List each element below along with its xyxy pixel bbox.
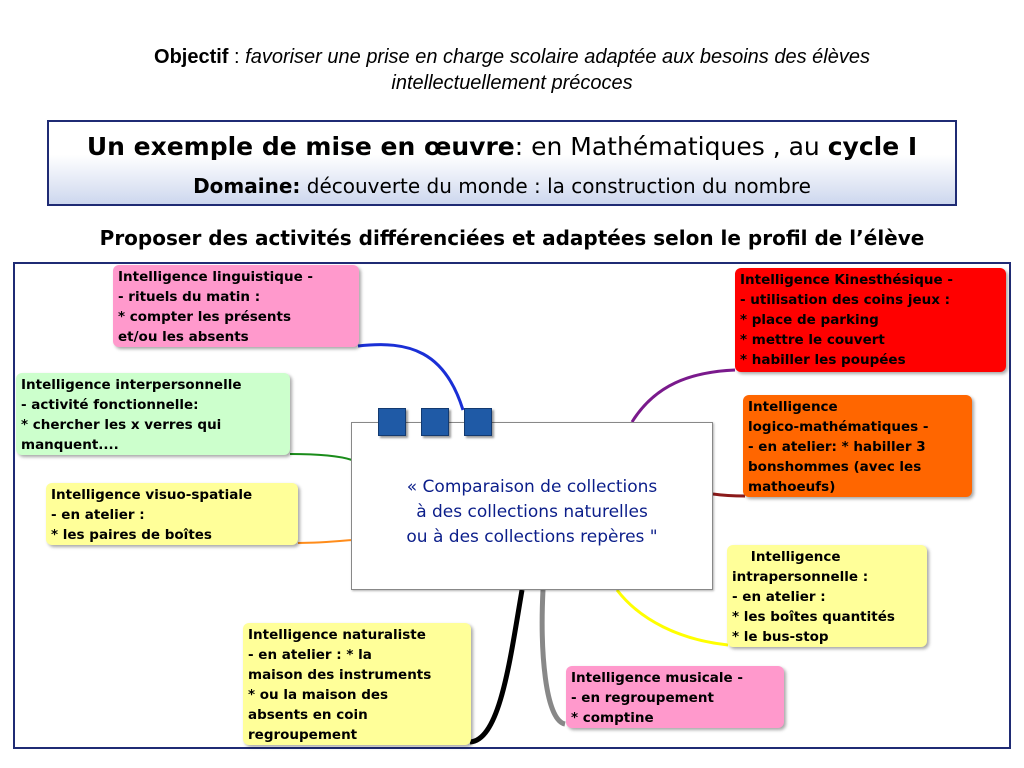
node-line: logico-mathématiques - [748,419,929,435]
node-line: - en atelier: * habiller 3 [748,439,926,455]
title-cycle: cycle I [827,132,918,161]
branch-musicale [542,590,565,724]
branch-linguistique [358,345,463,410]
node-musicale [566,666,784,728]
node-line: * mettre le couvert [740,332,885,348]
node-line: * habiller les poupées [740,352,906,368]
central-topic [351,422,713,590]
central-line: « Comparaison de collections [406,477,658,497]
node-line: - en regroupement [571,690,714,706]
node-line: * comptine [571,710,654,726]
node-line: - en atelier : * la [248,647,372,663]
node-line: - rituels du matin : [118,289,261,305]
node-intrapersonnelle [727,545,927,647]
branch-interpersonnelle [290,454,352,460]
node-line: - utilisation des coins jeux : [740,292,951,308]
square-icon [421,408,449,436]
node-interpersonnelle [16,373,290,455]
node-line: Intelligence Kinesthésique - [740,272,953,288]
square-icon [464,408,492,436]
node-line: Intelligence [732,549,841,565]
node-line: * les boîtes quantités [732,609,895,625]
subtitle: Proposer des activités différenciées et adaptées selon le profil de l’élève [99,226,925,250]
branch-logico [713,494,745,496]
node-naturaliste [243,623,471,745]
node-kinesthesique [735,268,1006,372]
node-line: * chercher les x verres qui [21,417,222,433]
node-line: * ou la maison des [248,687,389,703]
branch-naturaliste [470,590,522,742]
objective-label: Objectif [154,46,229,68]
square-icon [378,408,406,436]
objective-text-line1: favoriser une prise en charge scolaire adaptée aux besoins des élèves [245,46,870,68]
objective-text-line2: intellectuellement précoces [391,72,633,94]
node-line: - en atelier : [51,507,145,523]
branch-visuo [298,540,352,543]
branch-intrapersonnelle [617,590,728,645]
node-line: Intelligence visuo-spatiale [51,487,253,503]
node-linguistique [113,265,359,347]
node-line: Intelligence linguistique - [118,269,314,285]
node-line: * le bus-stop [732,629,829,645]
node-line: Intelligence [748,399,838,415]
node-line: - en atelier : [732,589,826,605]
central-line: ou à des collections repères " [406,527,658,547]
node-line: * compter les présents [118,309,292,325]
node-line: Intelligence naturaliste [248,627,426,643]
node-line: * place de parking [740,312,879,328]
node-line: Intelligence musicale - [571,670,743,686]
node-visuo [46,483,298,545]
node-line: - activité fonctionnelle: [21,397,199,413]
central-topic-text [352,475,712,550]
node-line: manquent.... [21,437,119,453]
branch-kinesthesique [632,370,735,422]
node-line: bonshommes (avec les [748,459,922,475]
title-rest: : en Mathématiques , au [514,132,828,161]
node-line: Intelligence interpersonnelle [21,377,242,393]
node-line: maison des instruments [248,667,432,683]
node-line: intrapersonnelle : [732,569,869,585]
node-line: regroupement [248,727,358,743]
domain-text: découverte du monde : la construction du nombre [300,174,811,198]
title-bold: Un exemple de mise en œuvre [86,132,515,161]
objective-separator: : [228,46,246,68]
node-line: absents en coin [248,707,368,723]
node-line: * les paires de boîtes [51,527,212,543]
central-line: à des collections naturelles [416,502,648,522]
node-line: et/ou les absents [118,329,249,345]
node-line: mathoeufs) [748,479,836,495]
domain-label: Domaine: [193,174,301,198]
node-logico [743,395,972,497]
